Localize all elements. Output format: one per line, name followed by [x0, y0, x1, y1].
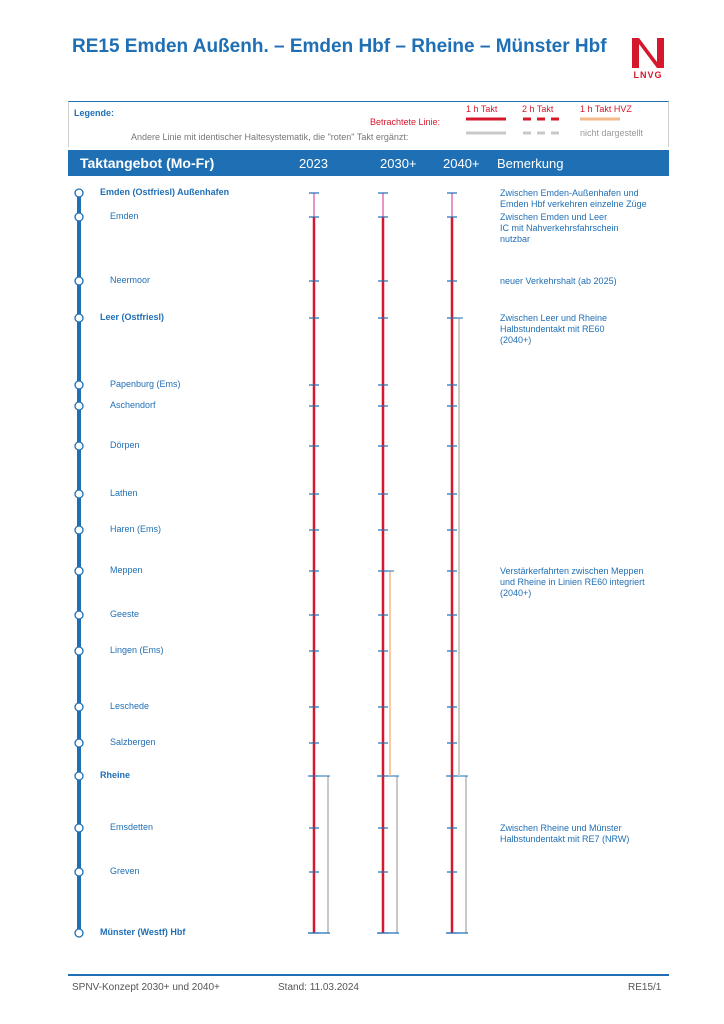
legend-not-shown: nicht dargestellt — [580, 128, 644, 138]
station-label: Haren (Ems) — [110, 524, 162, 534]
legend-1h: 1 h Takt — [466, 104, 498, 114]
station-circle-13 — [75, 739, 83, 747]
station-label: Aschendorf — [110, 400, 156, 410]
station-circle-9 — [75, 567, 83, 575]
station-label: Emsdetten — [110, 822, 154, 832]
station-label: Leschede — [110, 701, 150, 711]
station-label: Münster (Westf) Hbf — [100, 927, 186, 937]
station-circle-15 — [75, 824, 83, 832]
station-label: Dörpen — [110, 440, 140, 450]
station-label: Geeste — [110, 609, 140, 619]
station-circle-7 — [75, 490, 83, 498]
header-year-2023: 2023 — [299, 156, 328, 171]
footer-stand: Stand: 11.03.2024 — [278, 982, 359, 993]
header-remark: Bemerkung — [497, 156, 564, 171]
remark-text: neuer Verkehrshalt (ab 2025) — [500, 276, 617, 286]
remark-text: Zwischen Leer und Rheine Halbstundentakt mit RE60 (2040+) — [500, 313, 608, 345]
station-label: Rheine — [100, 770, 131, 780]
legend-title: Legende: — [74, 108, 115, 118]
remark-text: Zwischen Rheine und Münster Halbstundentakt mit RE7 (NRW) — [500, 823, 630, 844]
station-circle-5 — [75, 402, 83, 410]
station-circle-17 — [75, 929, 83, 937]
footer-left: SPNV-Konzept 2030+ und 2040+ — [72, 982, 220, 993]
station-circle-16 — [75, 868, 83, 876]
logo-text: LNVG — [633, 70, 663, 80]
station-label: Lathen — [110, 488, 138, 498]
remark-text: Verstärkerfahrten zwischen Meppen und Rheine in Linien RE60 integriert (2040+) — [500, 566, 645, 598]
footer-divider — [68, 974, 669, 976]
station-label: Neermoor — [110, 275, 151, 285]
legend-other-line: Andere Linie mit identischer Haltesystematik, die "roten" Takt ergänzt: — [131, 132, 409, 142]
remark-text: Zwischen Emden und Leer IC mit Nahverkehrsfahrschein nutzbar — [500, 212, 619, 244]
footer-page: RE15/1 — [628, 982, 662, 993]
station-label: Lingen (Ems) — [110, 645, 164, 655]
legend-considered-line: Betrachtete Linie: — [370, 117, 441, 127]
station-circle-14 — [75, 772, 83, 780]
station-circle-6 — [75, 442, 83, 450]
station-circle-12 — [75, 703, 83, 711]
station-circle-0 — [75, 189, 83, 197]
remark-text: Zwischen Emden-Außenhafen und Emden Hbf verkehren einzelne Züge — [500, 188, 647, 209]
header-year-2030: 2030+ — [380, 156, 417, 171]
header-label: Taktangebot (Mo-Fr) — [80, 155, 215, 171]
station-label: Salzbergen — [110, 737, 156, 747]
station-label: Leer (Ostfriesl) — [100, 312, 165, 322]
station-label: Greven — [110, 866, 140, 876]
page-title: RE15 Emden Außenh. – Emden Hbf – Rheine – Münster Hbf — [72, 36, 607, 57]
station-circle-10 — [75, 611, 83, 619]
station-label: Papenburg (Ems) — [110, 379, 181, 389]
station-circle-3 — [75, 314, 83, 322]
legend-2h: 2 h Takt — [522, 104, 554, 114]
station-circle-11 — [75, 647, 83, 655]
station-label: Meppen — [110, 565, 143, 575]
header-year-2040: 2040+ — [443, 156, 480, 171]
station-circle-8 — [75, 526, 83, 534]
station-circle-2 — [75, 277, 83, 285]
station-label: Emden — [110, 211, 139, 221]
station-label: Emden (Ostfriesl) Außenhafen — [100, 187, 230, 197]
station-circle-1 — [75, 213, 83, 221]
legend-1h-hvz: 1 h Takt HVZ — [580, 104, 632, 114]
station-circle-4 — [75, 381, 83, 389]
